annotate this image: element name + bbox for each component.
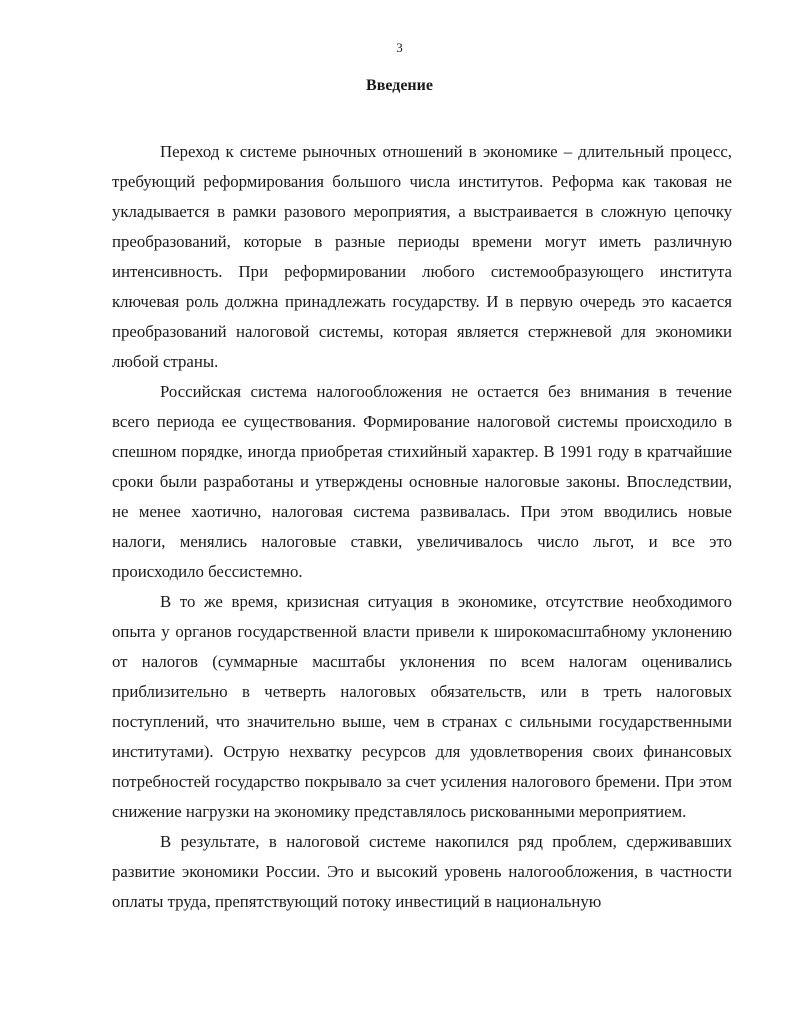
paragraph: В результате, в налоговой системе накопился ряд проблем, сдерживавших развитие экономики России. Это и высокий уровень налогообложения, в частности оплаты труда, препятствующий потоку инвестиций в национальную xyxy=(112,832,732,911)
paragraph: В то же время, кризисная ситуация в экономике, отсутствие необходимого опыта у органов государственной власти привели к широкомасштабному уклонению от налогов (суммарные масштабы уклонения по всем налогам оценивались приблизительно в четверть налоговых обязательств, или в треть налоговых поступлений, что значительно выше, чем в странах с сильными государственными институтами). Острую нехватку ресурсов для удовлетворения своих финансовых потребностей государство покрывало за счет усиления налогового бремени. При этом снижение нагрузки на экономику представлялось рискованными мероприятием. xyxy=(112,592,732,821)
body-text xyxy=(112,137,732,917)
section-heading: Введение xyxy=(366,77,433,94)
paragraph: Переход к системе рыночных отношений в экономике – длительный процесс, требующий реформирования большого числа институтов. Реформа как таковая не укладывается в рамки разового мероприятия, а выстраивается в сложную цепочку преобразований, которые в разные периоды времени могут иметь различную интенсивность. При реформировании любого системообразующего института ключевая роль должна принадлежать государству. И в первую очередь это касается преобразований налоговой системы, которая является стержневой для экономики любой страны. xyxy=(112,142,732,371)
paragraph: Российская система налогообложения не остается без внимания в течение всего периода ее существования. Формирование налоговой системы происходило в спешном порядке, иногда приобретая стихийный характер. В 1991 году в кратчайшие сроки были разработаны и утверждены основные налоговые законы. Впоследствии, не менее хаотично, налоговая система развивалась. При этом вводились новые налоги, менялись налоговые ставки, увеличивалось число льгот, и все это происходило бессистемно. xyxy=(112,382,732,581)
page-number: 3 xyxy=(396,40,403,55)
